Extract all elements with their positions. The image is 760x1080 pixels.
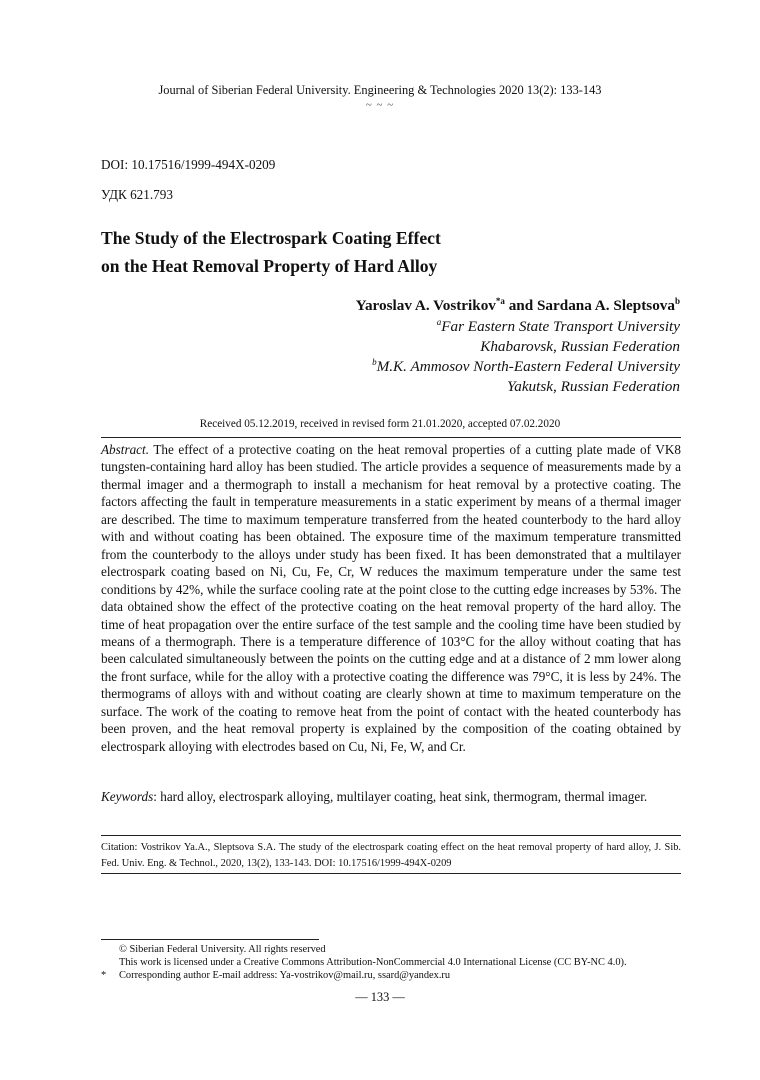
received-dates: Received 05.12.2019, received in revised form 21.01.2020, accepted 07.02.2020 [199, 418, 561, 430]
header-ornament: ~ ~ ~ [365, 99, 395, 111]
abstract-text: The effect of a protective coating on the heat removal properties of a cutting plate made of VK8 tungsten-containing hard alloy has been studied. The article provides a sequence of measurements made by a thermal imager and a thermograph to install a mechanism for heat removal by a protective coating. The factors affecting the fault in temperature measurements in a static experiment by means of a thermal imager are described. The time to maximum temperature transferred from the heated counterbody to the hard alloy with and without coating has been obtained. The exposure time of the maximum temperature transmitted from the counterbody to the alloys under study has been fixed. It has been demonstrated that a multilayer electrospark coating based on Ni, Cu, Fe, Cr, W reduces the maximum temperature under the same test conditions by 42%, while the surface cooling rate at the point close to the cutting edge increases by 53%. The data obtained show the effect of the protective coating on the heat removal property of the hard alloy. The time of heat propagation over the entire surface of the test sample and the cooling time have been studied by means of a thermograph. There is a temperature difference of 103°C for the alloy without coating that has been calculated simultaneously between the points on the cutting edge and at a distance of 2 mm lower along the front surface, while for the alloy with a protective coating the difference was 79°C, it is less by 24%. The thermograms of alloys with and without coating are clearly shown at time to maximum temperature on the surface. The work of the coating to remove heat from the point of contact with the heated counterbody has been proven, and the heat removal property is explained by the composition of the coating obtained by electrospark alloying with electrodes based on Cu, Ni, Fe, W, and Cr. [101, 442, 681, 754]
author-2-sup: b [674, 296, 680, 306]
title-line-1: The Study of the Electrospark Coating Effect [101, 228, 441, 248]
footnote-corresponding [101, 969, 450, 982]
affiliation-b-line-2: Yakutsk, Russian Federation [507, 378, 680, 395]
affiliation-a-sup: a [436, 317, 442, 327]
affiliation-a-line-1 [437, 317, 680, 337]
citation: Citation: Vostrikov Ya.A., Sleptsova S.A. The study of the electrospark coating effect on the heat removal property of hard alloy, J. Sib. Fed. Univ. Eng. & Technol., 2020, 13(2), 133-143. DOI: 10.17516/1999-494X-0209 [101, 842, 681, 869]
footnote-divider [101, 939, 319, 940]
affiliation-b-sup: b [372, 357, 377, 367]
affiliation-b-line-1 [372, 357, 680, 377]
divider-citation-bottom [101, 873, 681, 874]
affiliation-a-line-2: Khabarovsk, Russian Federation [480, 338, 680, 355]
author-1-sup: *a [495, 296, 505, 306]
affiliation-b-name: M.K. Ammosov North-Eastern Federal University [376, 358, 680, 375]
footnote-star: * [101, 970, 107, 981]
author-1: Yaroslav A. Vostrikov [355, 297, 496, 314]
keywords-text: : hard alloy, electrospark alloying, multilayer coating, heat sink, thermogram, thermal imager. [153, 789, 648, 804]
title-line-2: on the Heat Removal Property of Hard Alloy [101, 256, 438, 276]
udk: УДК 621.793 [101, 187, 173, 202]
doi: DOI: 10.17516/1999-494X-0209 [101, 157, 276, 172]
abstract [101, 441, 681, 755]
authors [356, 297, 680, 315]
abstract-label: Abstract. [101, 442, 149, 457]
footnote-corresponding-text: Corresponding author E-mail address: Ya-vostrikov@mail.ru, ssard@yandex.ru [119, 970, 451, 981]
paper-title [101, 224, 661, 280]
keywords-label: Keywords [101, 789, 154, 804]
journal-header: Journal of Siberian Federal University. Engineering & Technologies 2020 13(2): 133-143 [158, 83, 602, 97]
author-2: Sardana A. Sleptsova [536, 297, 675, 314]
page-number: — 133 — [355, 990, 405, 1004]
footnote-copyright: © Siberian Federal University. All rights reserved [119, 944, 326, 955]
author-connector: and [504, 297, 537, 314]
keywords [101, 788, 681, 806]
divider-citation-top [101, 835, 681, 836]
divider-top [101, 437, 681, 438]
footnote-license: This work is licensed under a Creative Commons Attribution-NonCommercial 4.0 International License (CC BY-NC 4.0). [119, 957, 627, 968]
affiliation-a-name: Far Eastern State Transport University [441, 318, 680, 335]
